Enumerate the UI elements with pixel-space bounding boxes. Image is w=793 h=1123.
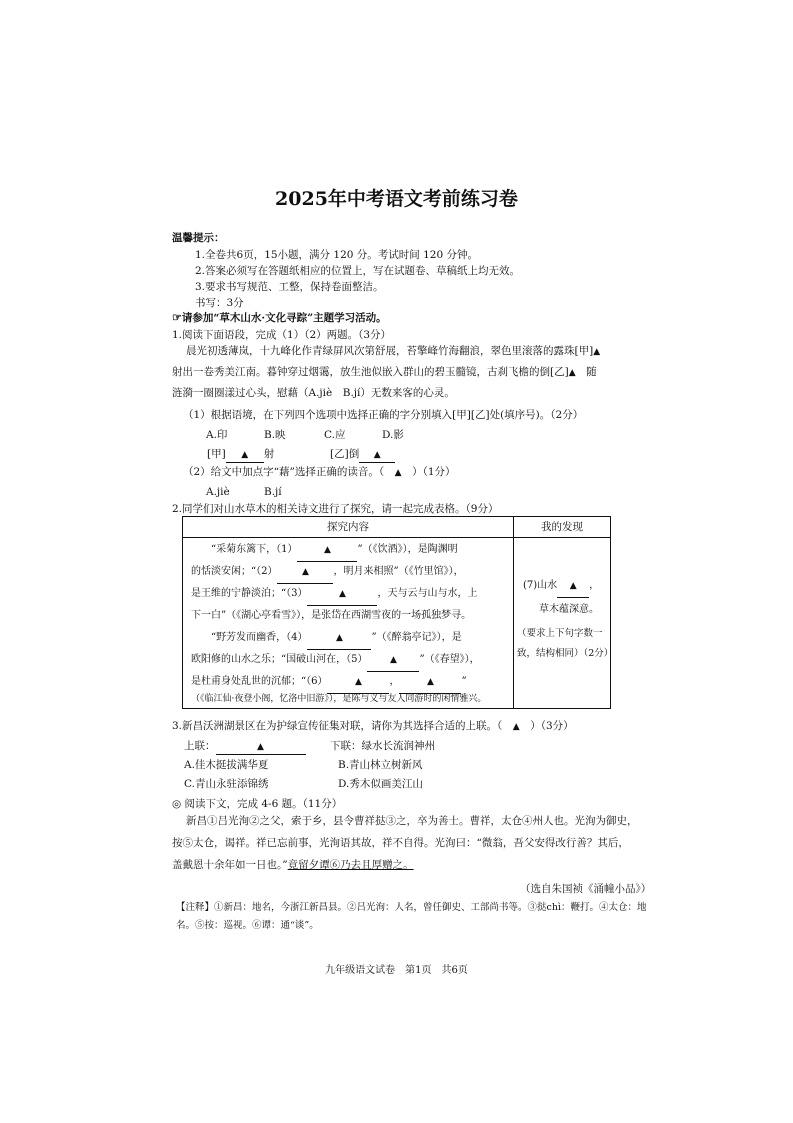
answer-blank[interactable]: ▲ — [399, 671, 461, 694]
finding-note: （要求上下句字数一 — [517, 628, 603, 639]
q3-option-d: D.秀木似画美江山 — [338, 778, 423, 790]
q1-sub1: （1）根据语境，在下列四个选项中选择正确的字分别填入[甲][乙]处(填序号)。（2分） — [183, 409, 584, 421]
table-header-findings: 我的发现 — [514, 517, 610, 538]
answer-blank[interactable]: ▲ — [359, 447, 395, 463]
table-row: 下一白”（《湖心亭看雪》），是张岱在西湖雪夜的一场孤独梦寻。 — [191, 610, 472, 621]
activity-line: ☞请参加“草木山水·文化寻踪”主题学习活动。 — [172, 311, 387, 324]
underlined-sentence: 竟留夕谭⑥ — [287, 859, 341, 871]
hand-pointer-icon: ☞ — [172, 311, 182, 324]
source-citation: （选自朱国祯《涌幢小品》） — [520, 883, 652, 895]
q1-passage-line: 射出一卷秀美江南。暮钟穿过烟霭，放生池似嵌入群山的碧玉髓镜，古刹飞檐的倒[乙]▲ 随 — [172, 366, 597, 378]
page-title: 2025年中考语文考前练习卷 — [275, 188, 518, 210]
q1-jia-blank: [甲] ▲ 射 — [207, 447, 274, 463]
q3-option-c: C.青山永驻添锦绣 — [184, 778, 269, 790]
exploration-table — [182, 516, 614, 709]
table-row: “采菊东篱下，（1） ▲ ”（《饮酒》），是陶渊明 — [191, 539, 458, 562]
table-header-content: 探究内容 — [183, 517, 513, 538]
answer-blank[interactable]: ▲ — [226, 447, 264, 463]
tip-item: 2.答案必须写在答题纸相应的位置上，写在试题卷、草稿纸上均无效。 — [195, 265, 521, 277]
q4-passage-line: 盖戴恩十余年如一日也。”竟留夕谭⑥乃去且厚赠之。 — [172, 859, 414, 871]
q3-option-b: B.青山林立树新风 — [338, 759, 423, 771]
table-row: （《临江仙·夜登小阁，忆洛中旧游》），是陈与义与友人同游时的闲情雅兴。 — [191, 694, 487, 704]
q1-passage-line: 涟漪一圈圈漾过心头，慰藉（A.jiè B.jí）无数来客的心灵。 — [172, 387, 455, 399]
q1-stem: 1.阅读下面语段，完成（1）（2）两题。（3分） — [172, 329, 392, 341]
table-row: 的恬淡安闲；“（2） ▲ ，明月来相照”（《竹里馆》）， — [191, 561, 464, 584]
q1-option-a: A.印 — [206, 429, 228, 441]
q1-option-d: D.影 — [382, 429, 404, 441]
q3-lower: 下联：绿水长流润神州 — [330, 740, 435, 752]
q4-passage-line: 新昌①吕光洵②之父，索于乡，县令曹祥挞③之，卒为善士。曹祥，太仓④州人也。光洵为御史， — [186, 815, 638, 827]
q1-passage-line: 晨光初透薄岚，十九峰化作青绿屏风次第舒展，苔擎峰竹海翻浪，翠色里滚落的露珠[甲]▲ — [186, 345, 601, 357]
q2-stem: 2.同学们对山水草木的相关诗文进行了探究，请一起完成表格。（9分） — [172, 503, 499, 515]
q4-stem: ◎ 阅读下文，完成 4-6 题。（11分） — [172, 798, 343, 810]
finding-line: 草木蕴深意。 — [539, 604, 599, 615]
table-row: 是王维的宁静淡泊；“（3） ▲ ，天与云与山与水，上 — [191, 583, 477, 606]
q3-upper: 上联： ▲ — [184, 739, 306, 755]
answer-blank[interactable]: ▲ — [277, 561, 333, 584]
q1-option-b: B.映 — [264, 429, 286, 441]
q1-sub2-option-a: A.jiè — [206, 486, 230, 498]
tip-item: 1.全卷共6页，15小题，满分 120 分。考试时间 120 分钟。 — [195, 249, 478, 261]
circle-marker-icon: ◎ — [172, 798, 182, 810]
writing-score: 书写：3分 — [195, 297, 244, 309]
finding-note: 致，结构相同）（2分） — [517, 648, 614, 659]
answer-blank[interactable]: ▲ — [557, 575, 589, 598]
annotation-line: 名。⑤按：巡视。⑥谭：通“谈”。 — [176, 920, 319, 931]
answer-blank[interactable]: ▲ — [307, 583, 377, 606]
page-footer: 九年级语文试卷 第1页 共6页 — [325, 965, 468, 976]
answer-blank[interactable]: ▲ — [327, 671, 389, 694]
annotation-line: 【注释】①新昌：地名，今浙江新昌县。②吕光洵：人名，曾任御史、工部尚书等。③挞chì：鞭打。④太仓：地 — [176, 902, 647, 913]
tips-heading: 温馨提示： — [172, 232, 225, 244]
q3-option-a: A.佳木挺拔满华夏 — [184, 759, 269, 771]
table-row: “野芳发而幽香，（4） ▲ ”（《醉翁亭记》），是 — [191, 627, 462, 650]
q3-stem: 3.新昌沃洲湖景区在为护绿宣传征集对联，请你为其选择合适的上联。（ ▲ ）（3分） — [172, 720, 574, 732]
table-divider — [513, 517, 514, 708]
answer-blank[interactable]: ▲ — [297, 539, 357, 562]
answer-blank[interactable]: ▲ — [367, 649, 419, 672]
q1-option-c: C.应 — [324, 429, 346, 441]
q1-sub2: （2）给文中加点字“藉”选择正确的读音。（ ▲ ）（1分） — [183, 466, 456, 478]
q4-passage-line: 按⑤太仓，谒祥。祥已忘前事，光洵语其故，祥不自得。光洵曰：“微翁，吾父安得改行善？其后， — [172, 837, 629, 849]
answer-blank[interactable]: ▲ — [216, 739, 306, 755]
table-row: 是杜甫身处乱世的沉郁；“（6） ▲ ， ▲ ” — [191, 671, 467, 694]
tip-item: 3.要求书写规范、工整，保持卷面整洁。 — [195, 281, 384, 293]
answer-blank[interactable]: ▲ — [307, 627, 371, 650]
table-row: 欧阳修的山水之乐；“国破山河在，（5） ▲ ”（《春望》）， — [191, 649, 480, 672]
q1-yi-blank: [乙]倒 ▲ — [330, 447, 395, 463]
q1-sub2-option-b: B.jí — [264, 486, 282, 498]
finding-line: (7)山水 ▲ ， — [523, 575, 599, 598]
